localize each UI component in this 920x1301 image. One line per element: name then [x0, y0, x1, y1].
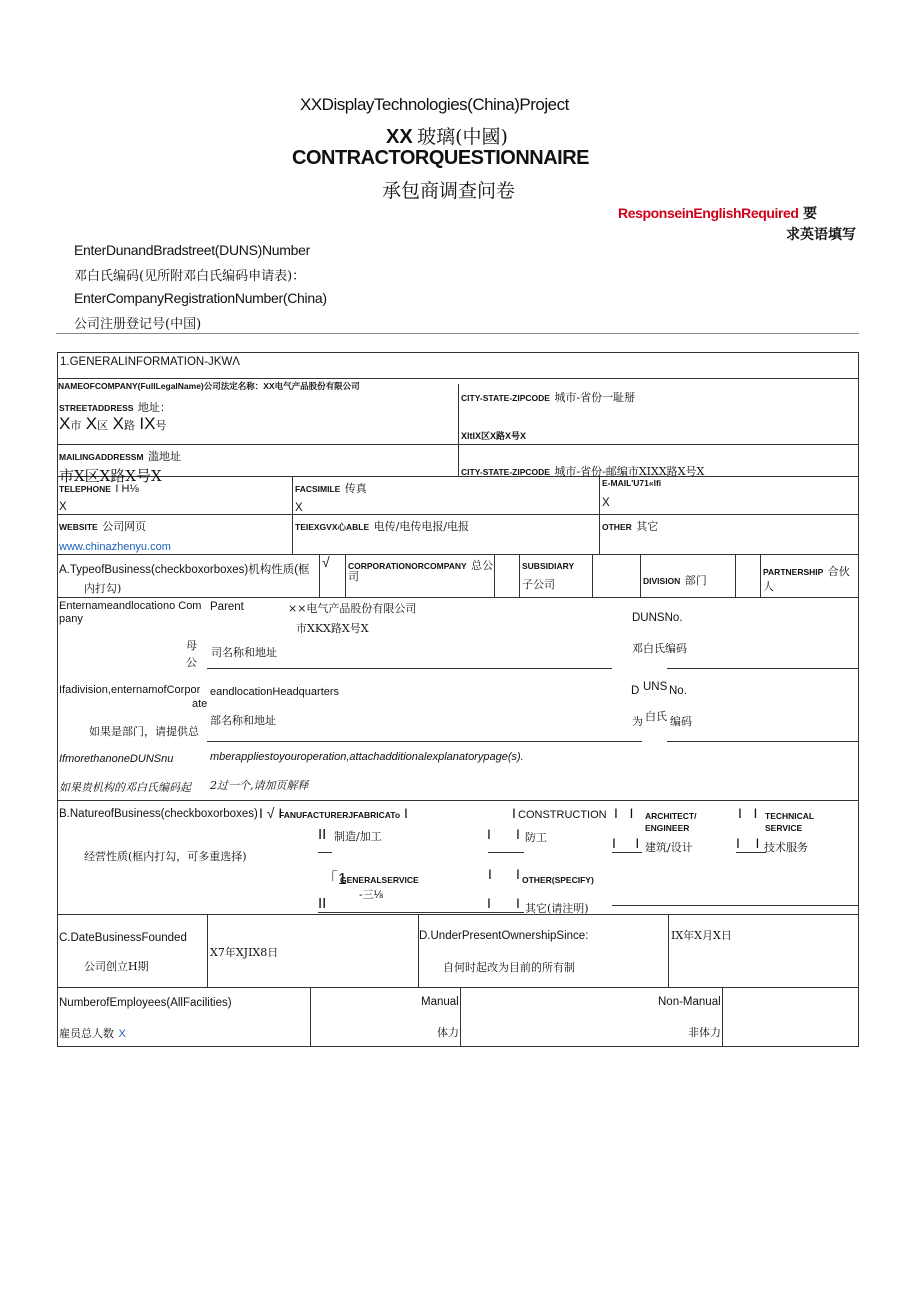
- city-zip-label-2-en: CITY-STATE-ZIPCODE: [461, 467, 550, 477]
- street-part-7: IX: [139, 414, 156, 433]
- company-title: [386, 122, 508, 149]
- telephone-label: [59, 479, 139, 497]
- corporation-label: [348, 556, 493, 574]
- email-value[interactable]: X: [602, 497, 610, 509]
- construction-box-right: I: [516, 826, 520, 842]
- architect-label-zh: 建筑/设计: [645, 841, 693, 854]
- non-manual-label: Non-Manual: [658, 996, 721, 1008]
- other-specify-label-zh: 其它(请注明): [525, 902, 589, 915]
- technical-label: TECHNICAL: [765, 811, 815, 821]
- type-of-business-label: A.TypeofBusiness(checkboxorboxes)机构性质(框: [59, 564, 310, 576]
- division-hq-label: Ifadivision,enternamofCorpor: [59, 684, 201, 696]
- other-label-zh: 其它: [636, 520, 659, 533]
- city-zip-value[interactable]: XltlX区X路X号X: [461, 431, 527, 441]
- fax-label-en: FACSIMILE: [295, 484, 341, 494]
- general-service-label-zh: -三⅛: [359, 889, 383, 901]
- engineer-label: ENGINEER: [645, 823, 690, 833]
- nature-of-business-label: B.NatureofBusiness(checkboxorboxes): [59, 808, 258, 820]
- parent-label-2: pany: [59, 613, 83, 625]
- email-label: E-MAIL'U71«lfi: [602, 478, 662, 488]
- general-service-checkbox[interactable]: 「1: [322, 871, 347, 888]
- duns-no-label: DUNSNo.: [632, 612, 683, 624]
- website-link[interactable]: www.chinazhenyu.com: [59, 541, 171, 553]
- other-specify-mark: I: [516, 866, 520, 882]
- street-address-value[interactable]: [59, 414, 166, 434]
- non-manual-label-zh: 非体力: [688, 1026, 721, 1039]
- corporation-label-zh: 总公: [471, 559, 494, 572]
- construction-checkbox[interactable]: I: [512, 805, 516, 821]
- type-of-business-label-2: 内打勾): [84, 582, 122, 595]
- registration-prompt-zh: 公司注册登记号(中国): [74, 317, 202, 332]
- street-part-1: X: [59, 414, 71, 433]
- company-name-text: NAMEOFCOMPANY(FullLegalName)公司法定名称：XX电气产品股份有限公司: [58, 381, 360, 391]
- english-required-zh1: 要: [803, 205, 818, 221]
- section-general-info: 1.GENERALINFORMATION-JKWΛ: [60, 356, 240, 368]
- general-service-box: II: [318, 895, 327, 912]
- city-zip-label-zh: 城市-省份一耻掰: [554, 391, 636, 404]
- city-zip-value-2[interactable]: 城市-省份-邮编市XIXX路X号X: [554, 465, 705, 478]
- manual-label: Manual: [421, 996, 459, 1008]
- parent-company-address[interactable]: 市XKX路X号X: [296, 622, 369, 635]
- more-duns-note-zh2: 2过一个,请加页解释: [210, 779, 309, 792]
- parent-word: Parent: [210, 601, 244, 613]
- manufacturer-checkbox-mark[interactable]: I √ I: [259, 805, 283, 821]
- corporation-checkbox-mark[interactable]: √: [322, 554, 330, 570]
- partnership-label-en: PARTNERSHIP: [763, 567, 824, 577]
- parent-label-zh3: 司名称和地址: [211, 646, 277, 659]
- telephone-label-en: TELEPHONE: [59, 484, 111, 494]
- duns-code: 编码: [670, 715, 692, 728]
- street-part-4: 区: [97, 419, 109, 432]
- mailing-address-value[interactable]: [59, 467, 162, 485]
- employees-label-zh-text: 雇员总人数: [59, 1027, 114, 1040]
- employees-label: NumberofEmployees(AllFacilities): [59, 997, 232, 1009]
- website-label-en: WEBSITE: [59, 522, 98, 532]
- street-address-label-en: STREETADDRESS: [59, 403, 134, 413]
- duns-no-label-zh: 邓白氏编码: [632, 642, 687, 655]
- division-label-en: DIVISION: [643, 576, 681, 586]
- employees-label-zh: [59, 1024, 126, 1042]
- city-zip-label: [461, 388, 635, 406]
- date-founded-label: C.DateBusinessFounded: [59, 932, 187, 944]
- manufacturer-label-zh: 制造/加工: [334, 830, 382, 843]
- other-specify-label: OTHER(SPECIFY): [522, 875, 594, 885]
- other-specify-checkbox[interactable]: I: [488, 866, 492, 882]
- company-name-row: [58, 379, 458, 391]
- city-zip-label-en: CITY-STATE-ZIPCODE: [461, 393, 550, 403]
- city-zip-label-2: [461, 462, 704, 480]
- mailing-address-label-zh: 滥地址: [147, 450, 181, 463]
- subsidiary-label: SUBSIDIARY: [522, 561, 575, 571]
- more-duns-note: IfmorethanoneDUNSnu: [59, 753, 174, 765]
- more-duns-note-zh: 如果贵机构的邓白氏编码起: [59, 781, 191, 794]
- nature-of-business-label-zh: 经营性质(框内打勾，可多重选择): [84, 850, 247, 863]
- division-label: [643, 571, 707, 589]
- corporation-label-en: CORPORATIONORCOMPANY: [348, 561, 467, 571]
- manufacturer-box-mark: II: [318, 826, 327, 843]
- duns-uns: UNS: [643, 681, 668, 693]
- ownership-since-label: D.UnderPresentOwnershipSince:: [419, 930, 589, 942]
- street-part-3: X: [85, 414, 98, 433]
- english-required-note: [618, 203, 817, 223]
- duns-bai: 白氏: [645, 710, 667, 723]
- duns-prompt: EnterDunandBradstreet(DUNS)Number: [74, 242, 310, 258]
- construction-label: CONSTRUCTION: [518, 809, 607, 821]
- questionnaire-title: CONTRACTORQUESTIONNAIRE: [292, 147, 590, 169]
- telex-label: [295, 517, 469, 535]
- duns-wei: 为: [632, 715, 643, 728]
- partnership-label-zh2: 人: [763, 580, 774, 593]
- service-label: SERVICE: [765, 823, 803, 833]
- parent-company-name[interactable]: ××电气产品股份有限公司: [288, 602, 417, 615]
- mailing-address-label: [59, 447, 181, 465]
- employees-value[interactable]: X: [118, 1028, 126, 1040]
- ownership-since-label-zh: 自何时起改为目前的所有制: [443, 961, 575, 974]
- division-label-zh: 部门: [684, 574, 707, 587]
- manufacturer-mark-end: I: [404, 805, 408, 821]
- architect-label: ARCHITECT/: [645, 811, 697, 821]
- division-hq-label-2: ate: [192, 698, 208, 710]
- corporation-label-zh2: 司: [348, 570, 359, 583]
- duns-prompt-zh: 邓白氏编码(见所附邓白氏编码申请表)：: [74, 269, 306, 284]
- registration-prompt: EnterCompanyRegistrationNumber(China): [74, 290, 327, 306]
- other-label: [602, 517, 658, 535]
- fax-value[interactable]: X: [295, 502, 303, 514]
- duns-no-2: No.: [669, 685, 687, 697]
- construction-box-left: I: [487, 826, 491, 842]
- questionnaire-title-zh: 承包商调查问卷: [382, 180, 516, 202]
- technical-checkbox[interactable]: I I: [738, 805, 758, 821]
- company-title-suffix: 玻璃(中國): [417, 126, 508, 148]
- website-label-zh: 公司网页: [102, 520, 147, 533]
- mailing-address-label-en: MAILINGADDRESSM: [59, 452, 144, 462]
- division-hq-label-zh1: 如果是部门，请提供总: [89, 725, 199, 738]
- more-duns-note-2: mberappliestoyouroperation,attachadditionalexplanatorypage(s).: [210, 751, 524, 763]
- telex-label-en: TEIEXGVX心ABLE: [295, 522, 370, 532]
- company-title-prefix: XX: [386, 126, 413, 148]
- division-hq-label-3: eandlocationHeadquarters: [210, 686, 340, 698]
- other-label-en: OTHER: [602, 522, 632, 532]
- division-hq-label-zh2: 部名称和地址: [210, 714, 276, 727]
- telephone-label-zh: I H⅛: [115, 483, 139, 495]
- parent-label-zh1: 母: [186, 639, 197, 652]
- street-part-2: 市: [70, 419, 82, 432]
- duns-d: D: [631, 685, 640, 697]
- ownership-since-value[interactable]: IX年X月X日: [671, 929, 732, 942]
- street-part-8: 号: [155, 419, 167, 432]
- telephone-value[interactable]: X: [59, 501, 67, 513]
- other-specify-box-right: I: [516, 895, 520, 911]
- english-required-en: ResponseinEnglishRequired: [618, 205, 799, 221]
- technical-label-zh: 技术服务: [764, 841, 808, 854]
- fax-label-zh: 传真: [344, 482, 367, 495]
- website-label: [59, 517, 146, 535]
- architect-checkbox[interactable]: I I: [614, 805, 634, 821]
- english-required-zh2: 求英语填写: [786, 226, 856, 242]
- street-address-label-zh: 地址：: [137, 401, 171, 414]
- fax-label: [295, 479, 367, 497]
- parent-label: Enternameandlocationo Com: [59, 600, 202, 612]
- subsidiary-label-zh: 子公司: [522, 578, 555, 591]
- manual-label-zh: 体力: [437, 1026, 459, 1039]
- partnership-label-zh: 合伙: [827, 565, 850, 578]
- partnership-label: [763, 562, 850, 580]
- technical-box: I I: [736, 835, 760, 851]
- street-part-6: 路: [123, 419, 135, 432]
- mailing-address-text: 市X区X路X号X: [59, 467, 162, 485]
- project-title: XXDisplayTechnologies(China)Project: [300, 95, 569, 114]
- general-service-label: GENERALSERVICE: [340, 875, 419, 885]
- parent-label-zh2: 公: [186, 656, 197, 669]
- architect-box: I I: [612, 835, 640, 851]
- manufacturer-label: FANUFACTURERJFABRICATo: [279, 810, 401, 820]
- other-specify-box-left: I: [487, 895, 491, 911]
- date-founded-label-zh: 公司创立H期: [84, 960, 149, 973]
- date-founded-value[interactable]: X7年XJIX8日: [210, 946, 279, 959]
- telex-label-zh: 电传/电传电报/电报: [373, 520, 470, 533]
- street-part-5: X: [112, 414, 124, 433]
- construction-label-zh: 防工: [525, 831, 547, 844]
